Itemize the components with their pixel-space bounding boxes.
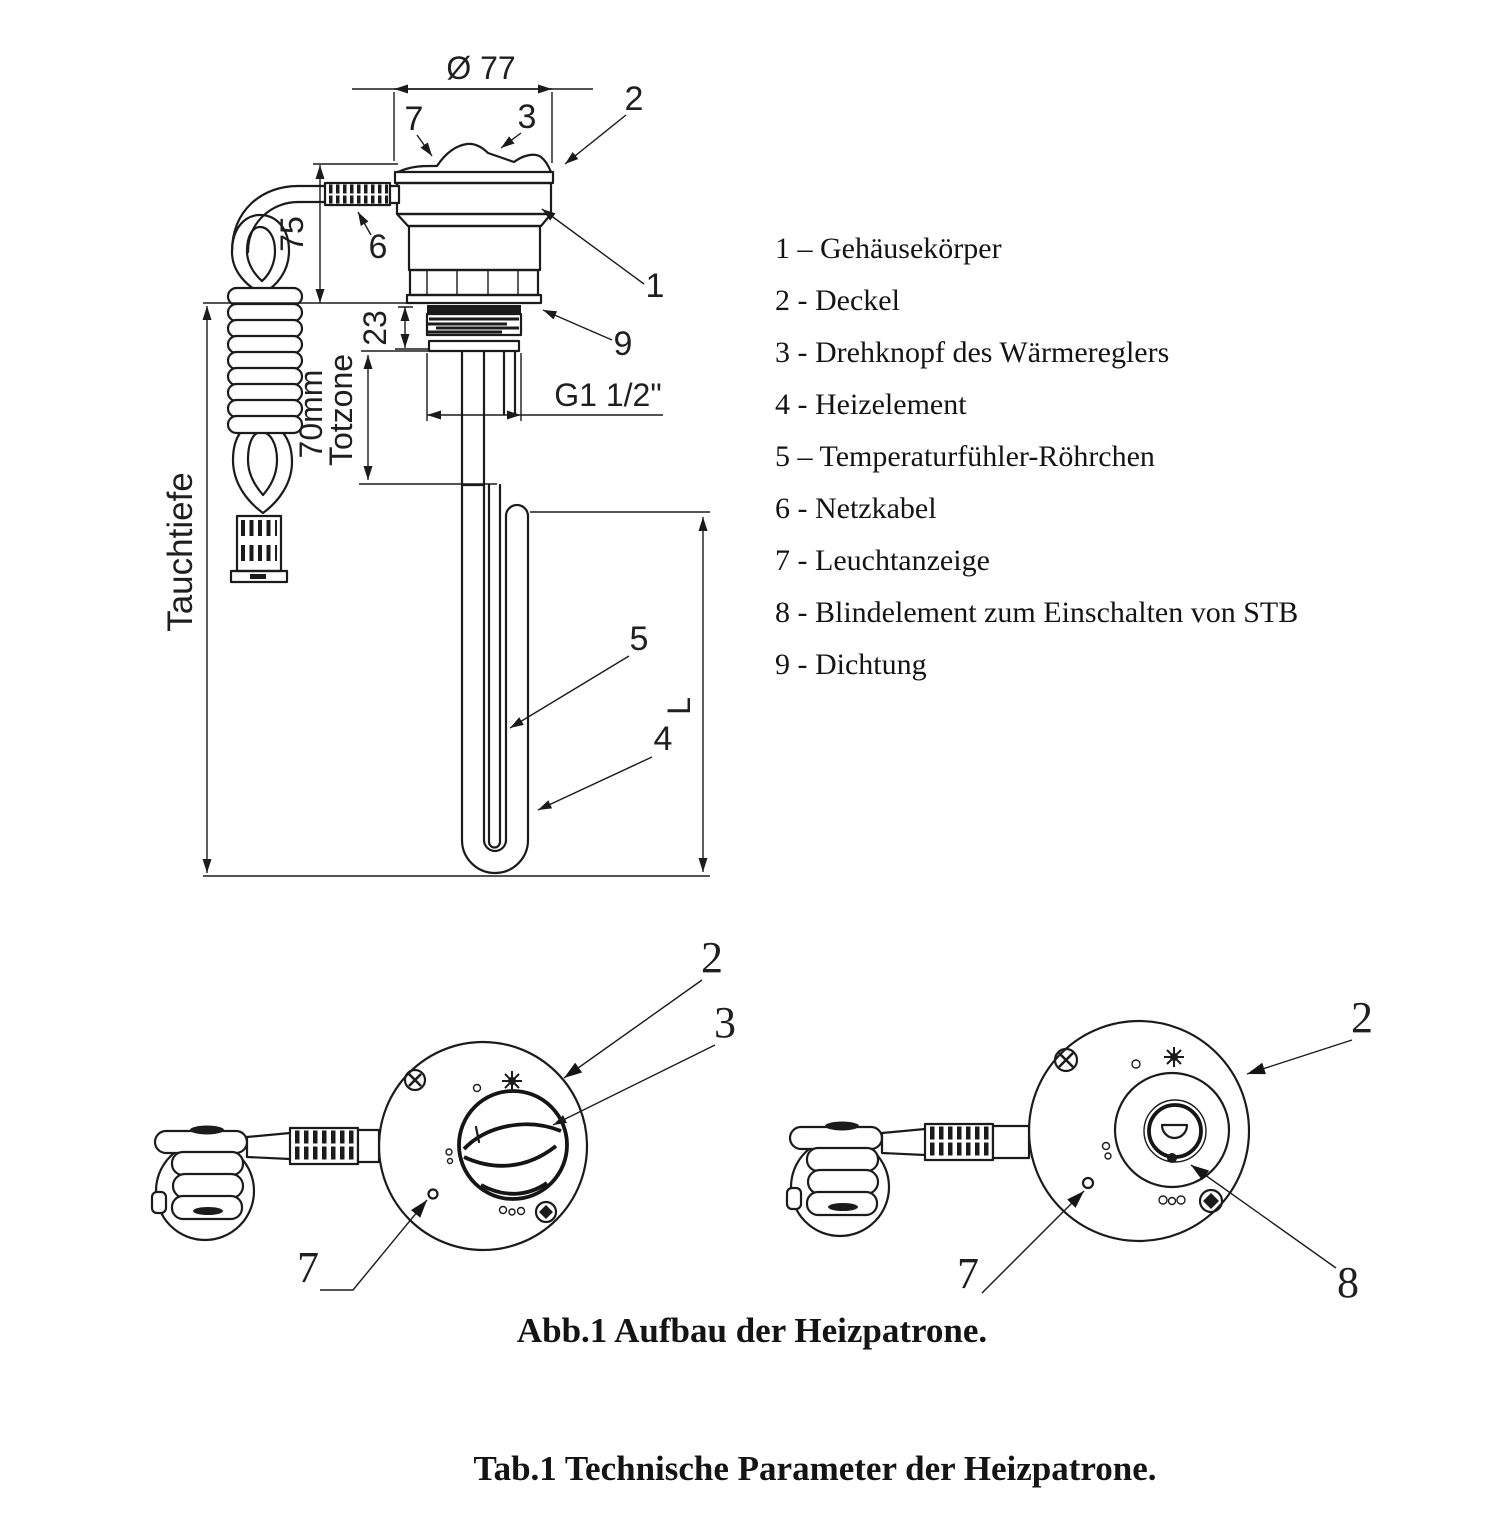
callout-4: 4 xyxy=(653,720,673,758)
legend-item-6: 6 - Netzkabel xyxy=(775,492,937,525)
thermostat-knob xyxy=(459,1091,567,1199)
housing-body xyxy=(407,226,541,303)
figure-caption: Abb.1 Aufbau der Heizpatrone. xyxy=(516,1311,988,1350)
legend-item-5: 5 – Temperaturfühler-Röhrchen xyxy=(775,440,1155,473)
callout-7: 7 xyxy=(404,100,424,138)
legend-item-7: 7 - Leuchtanzeige xyxy=(775,544,990,577)
legend xyxy=(775,232,1298,681)
dim-23-label: 23 xyxy=(357,310,393,346)
dimension-dead-zone xyxy=(293,351,497,484)
cable-gland xyxy=(298,183,399,205)
legend-item-4: 4 - Heizelement xyxy=(775,388,967,421)
callout-9: 9 xyxy=(613,325,633,363)
dim-L-label: L xyxy=(661,697,697,715)
legend-item-8: 8 - Blindelement zum Einschalten von STB xyxy=(775,596,1299,629)
dim-tauchtiefe-label: Tauchtiefe xyxy=(161,472,200,632)
callout-3: 3 xyxy=(517,98,537,136)
front-cable-bundle xyxy=(152,1126,379,1241)
callout-6: 6 xyxy=(368,228,388,266)
table-caption: Tab.1 Technische Parameter der Heizpatrone. xyxy=(473,1449,1157,1488)
dim-thread-label: G1 1/2" xyxy=(554,377,662,413)
dim-totzone-label: Totzone xyxy=(323,353,359,467)
blind-element xyxy=(1144,1100,1206,1163)
dim-diameter-label: Ø 77 xyxy=(446,50,516,86)
callout-2: 2 xyxy=(624,80,644,118)
cable-coil xyxy=(228,288,302,433)
callout-1: 1 xyxy=(645,267,665,305)
front-cover-details xyxy=(405,1070,556,1222)
rear-callout-2: 2 xyxy=(1351,993,1373,1042)
front-view-callouts xyxy=(297,933,736,1292)
front-callout-7: 7 xyxy=(297,1243,319,1292)
front-callout-2: 2 xyxy=(701,933,723,982)
seal-and-thread xyxy=(427,305,521,351)
legend-item-2: 2 - Deckel xyxy=(775,284,900,317)
front-callout-3: 3 xyxy=(714,998,736,1047)
legend-item-1: 1 – Gehäusekörper xyxy=(775,232,1002,265)
front-view xyxy=(152,933,736,1292)
dimension-23 xyxy=(357,307,429,349)
cap-and-knob-profile xyxy=(395,144,553,226)
rear-cover-details xyxy=(1055,1047,1222,1212)
legend-item-9: 9 - Dichtung xyxy=(775,648,927,681)
callout-5: 5 xyxy=(629,620,649,658)
dimension-diameter xyxy=(352,50,593,163)
indicator-light xyxy=(1083,1178,1093,1188)
dim-70mm-label: 70mm xyxy=(293,369,329,459)
dim-75-label: 75 xyxy=(274,216,310,252)
side-view xyxy=(161,50,710,876)
rear-callout-8: 8 xyxy=(1337,1258,1359,1307)
temperature-symbol xyxy=(502,1071,522,1091)
rear-view xyxy=(787,993,1373,1307)
indicator-light xyxy=(429,1190,438,1199)
heating-element-tubes xyxy=(462,351,528,873)
legend-item-3: 3 - Drehknopf des Wärmereglers xyxy=(775,336,1170,369)
rear-cable-bundle xyxy=(787,1122,1029,1237)
plug xyxy=(231,516,287,582)
temperature-symbol xyxy=(1164,1047,1184,1067)
rear-callout-7: 7 xyxy=(957,1249,979,1298)
side-view-callouts xyxy=(358,80,672,810)
rear-cover-circle xyxy=(1029,1021,1249,1241)
